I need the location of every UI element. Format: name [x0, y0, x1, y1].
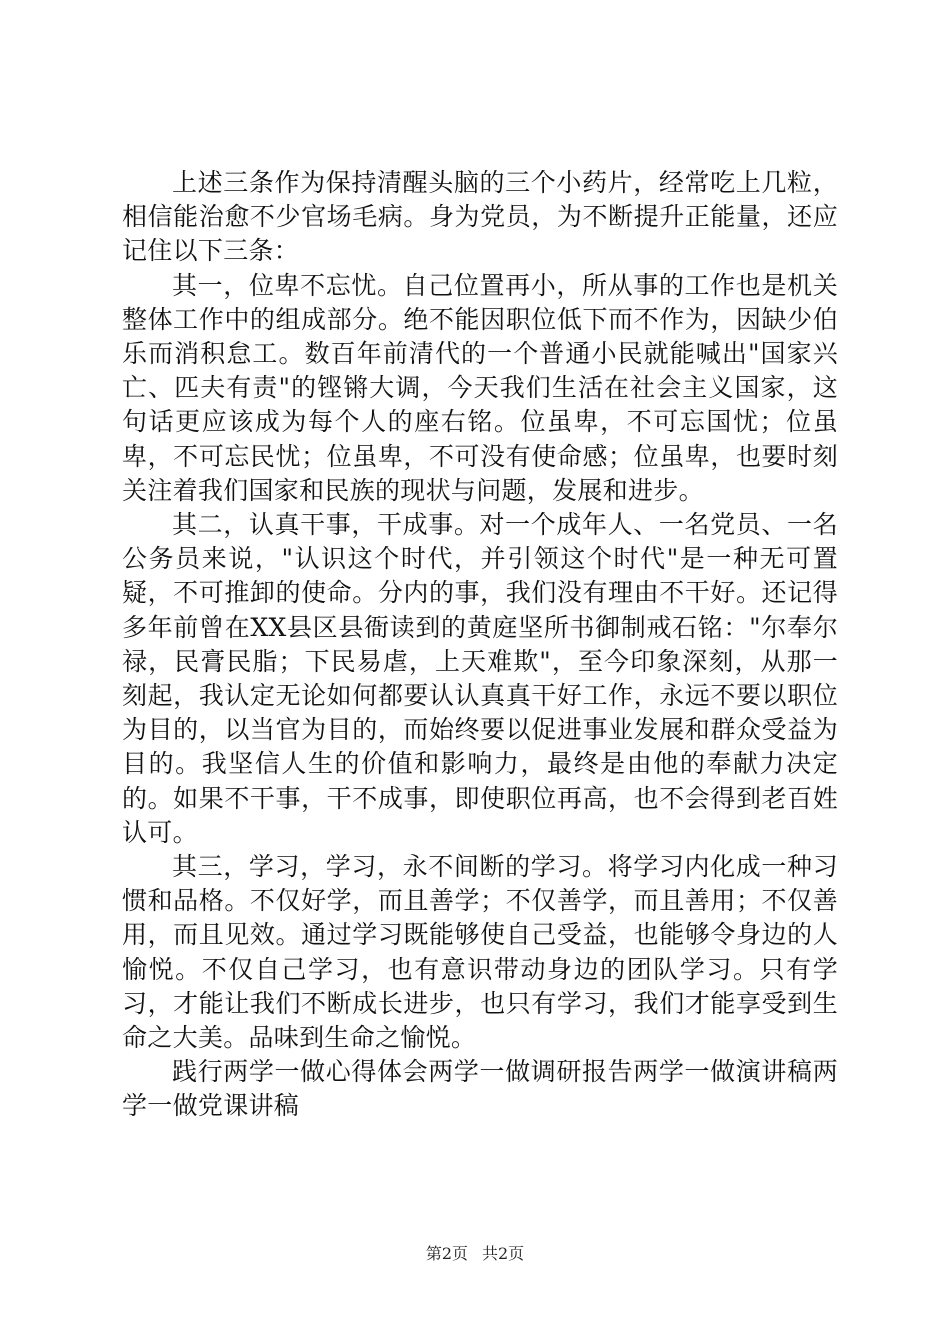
page-footer	[0, 1243, 950, 1265]
paragraph-point-one: 其一，位卑不忘忧。自己位置再小，所从事的工作也是机关整体工作中的组成部分。绝不能因职位低下而不作为，因缺少伯乐而消积怠工。数百年前清代的一个普通小民就能喊出"国家兴亡、匹夫有责"的铿锵大调，今天我们生活在社会主义国家，这句话更应该成为每个人的座右铭。位虽卑，不可忘国忧；位虽卑，不可忘民忧；位虽卑，不可没有使命感；位虽卑，也要时刻关注着我们国家和民族的现状与问题，发展和进步。	[122, 270, 838, 505]
paragraph-point-three: 其三，学习，学习，永不间断的学习。将学习内化成一种习惯和品格。不仅好学，而且善学；不仅善学，而且善用；不仅善用，而且见效。通过学习既能够使自己受益，也能够令身边的人愉悦。不仅自己学习，也有意识带动身边的团队学习。只有学习，才能让我们不断成长进步，也只有学习，我们才能享受到生命之大美。品味到生命之愉悦。	[122, 852, 838, 1053]
paragraph-intro: 上述三条作为保持清醒头脑的三个小药片，经常吃上几粒，相信能治愈不少官场毛病。身为党员，为不断提升正能量，还应记住以下三条：	[122, 168, 838, 266]
paragraph-point-two: 其二，认真干事，干成事。对一个成年人、一名党员、一名公务员来说，"认识这个时代，并引领这个时代"是一种无可置疑，不可推卸的使命。分内的事，我们没有理由不干好。还记得多年前曾在XX县区县衙读到的黄庭坚所书御制戒石铭："尔奉尔禄，民膏民脂；下民易虐，上天难欺"，至今印象深刻，从那一刻起，我认定无论如何都要认认真真干好工作，永远不要以职位为目的，以当官为目的，而始终要以促进事业发展和群众受益为目的。我坚信人生的价值和影响力，最终是由他的奉献力决定的。如果不干事，干不成事，即使职位再高，也不会得到老百姓认可。	[122, 510, 838, 847]
page-number-current: 第2页	[425, 1244, 468, 1263]
page-number-total: 共2页	[482, 1244, 525, 1263]
document-body	[122, 166, 838, 1124]
paragraph-related-titles: 践行两学一做心得体会两学一做调研报告两学一做演讲稿两学一做党课讲稿	[122, 1057, 838, 1121]
